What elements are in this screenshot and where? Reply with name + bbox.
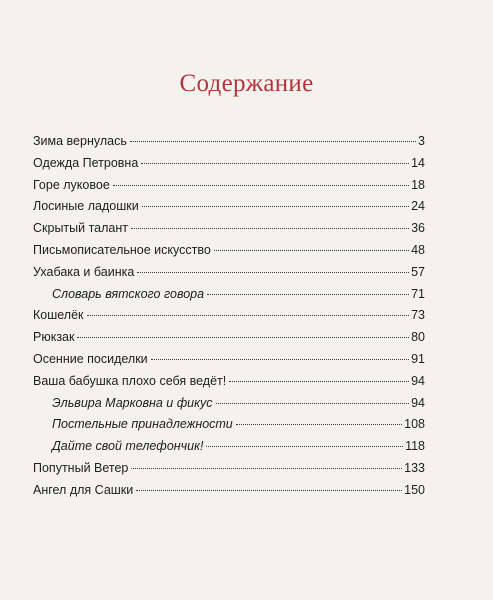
toc-entry-page-number: 18 xyxy=(411,177,425,192)
dot-leader xyxy=(151,359,409,360)
toc-entry-page-number: 48 xyxy=(411,242,425,257)
toc-entry-page-number: 3 xyxy=(418,134,425,148)
page-title: Содержание xyxy=(179,70,314,97)
toc-entry-title: Постельные принадлежности xyxy=(52,417,233,432)
dot-leader xyxy=(131,468,402,469)
toc-entry-page-number: 91 xyxy=(411,351,425,366)
dot-leader xyxy=(131,228,409,229)
toc-entry xyxy=(33,461,425,483)
toc-entry-page-number: 73 xyxy=(411,308,425,323)
toc-entry-title: Попутный Ветер xyxy=(33,460,129,475)
toc-entry-title: Одежда Петровна xyxy=(33,155,139,170)
toc-entry-page-number: 150 xyxy=(404,482,425,497)
toc-entry-page-number: 36 xyxy=(411,221,425,236)
toc-entry-page-number: 94 xyxy=(411,373,425,388)
dot-leader xyxy=(137,272,409,273)
dot-leader xyxy=(130,141,416,142)
toc-entry-title: Словарь вятского говора xyxy=(52,286,205,301)
toc-entry-page-number: 94 xyxy=(411,395,425,410)
toc-entry xyxy=(33,439,425,461)
toc-entry-title: Лосиные ладошки xyxy=(33,199,139,214)
toc-entry xyxy=(33,287,425,309)
dot-leader xyxy=(214,250,409,251)
toc-entry-page-number: 71 xyxy=(411,286,425,301)
toc-entry-title: Осенние посиделки xyxy=(33,351,148,366)
dot-leader xyxy=(113,185,409,186)
toc-entry-title: Эльвира Марковна и фикус xyxy=(52,395,213,410)
toc-entry xyxy=(33,199,425,221)
toc-entry-title: Ваша бабушка плохо себя ведёт! xyxy=(33,373,227,388)
toc-entry-title: Рюкзак xyxy=(33,330,75,345)
dot-leader xyxy=(141,163,409,164)
toc-entry xyxy=(33,134,425,156)
toc-entry-page-number: 133 xyxy=(404,460,425,475)
toc-entry xyxy=(33,156,425,178)
toc-entry-title: Зима вернулась xyxy=(33,134,127,148)
toc-entry-page-number: 118 xyxy=(405,439,425,454)
toc-entry xyxy=(33,330,425,352)
dot-leader xyxy=(136,490,402,491)
toc-entry xyxy=(33,374,425,396)
toc-entry xyxy=(33,243,425,265)
toc-entry-title: Ангел для Сашки xyxy=(33,482,134,497)
toc-entry-title: Ухабака и баинка xyxy=(33,264,135,279)
toc-entry-title: Кошелёк xyxy=(33,308,84,323)
table-of-contents xyxy=(33,134,425,505)
dot-leader xyxy=(206,446,403,447)
dot-leader xyxy=(216,403,410,404)
toc-entry xyxy=(33,483,425,505)
dot-leader xyxy=(207,294,409,295)
toc-entry-title: Дайте свой телефончик! xyxy=(52,439,204,454)
dot-leader xyxy=(77,337,409,338)
toc-entry-page-number: 80 xyxy=(411,330,425,345)
toc-entry-page-number: 24 xyxy=(411,199,425,214)
toc-entry xyxy=(33,396,425,418)
toc-entry xyxy=(33,308,425,330)
toc-entry-title: Письмописательное искусство xyxy=(33,242,211,257)
toc-entry xyxy=(33,265,425,287)
toc-entry-title: Горе луковое xyxy=(33,177,110,192)
toc-entry-page-number: 14 xyxy=(411,155,425,170)
toc-entry-page-number: 57 xyxy=(411,264,425,279)
toc-entry-title: Скрытый талант xyxy=(33,221,129,236)
toc-entry-page-number: 108 xyxy=(404,417,425,432)
dot-leader xyxy=(236,424,402,425)
dot-leader xyxy=(87,315,410,316)
dot-leader xyxy=(229,381,409,382)
toc-entry xyxy=(33,221,425,243)
toc-entry xyxy=(33,352,425,374)
dot-leader xyxy=(142,206,409,207)
toc-entry xyxy=(33,417,425,439)
toc-entry xyxy=(33,178,425,200)
